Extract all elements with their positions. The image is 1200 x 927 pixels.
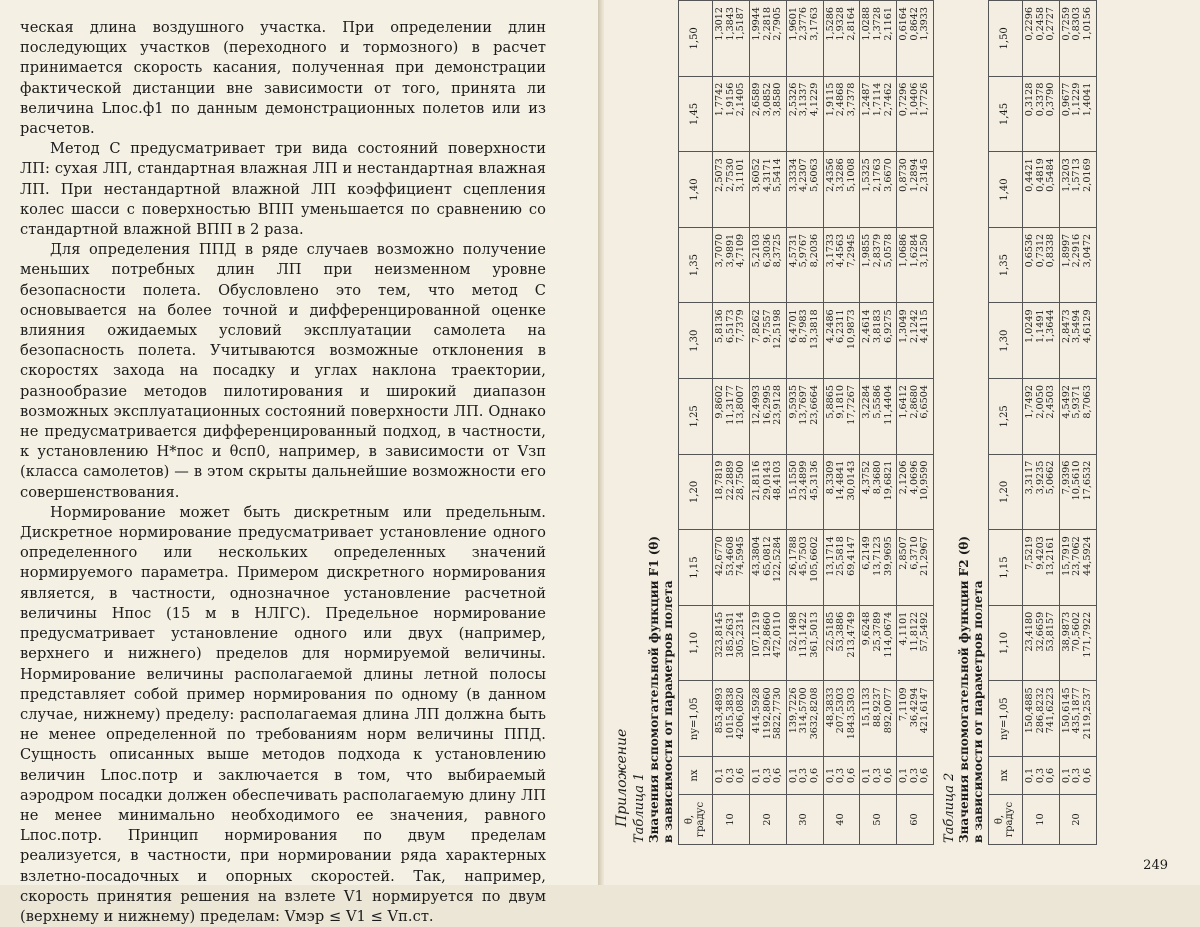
- value-cell: 7,8262 9,7557 12,5198: [749, 303, 786, 379]
- table1-row: [749, 1, 786, 845]
- value-cell: 0,6536 0,7312 0,8338: [1023, 227, 1060, 303]
- value-cell: 1,6412 2,8680 6,6504: [897, 379, 934, 455]
- value-cell: 42,6770 53,4608 74,5945: [713, 530, 750, 606]
- rotated-appendix: [604, 0, 1200, 855]
- value-cell: 5,8136 6,5173 7,7379: [713, 303, 750, 379]
- value-cell: 5,8865 9,1810 17,7267: [823, 379, 860, 455]
- table1-header-ny: 1,25: [679, 379, 713, 455]
- table1-header-ny: 1,20: [679, 454, 713, 530]
- value-cell: 1,3012 1,3843 1,5187: [713, 1, 750, 77]
- table1-header-ny: 1,10: [679, 605, 713, 681]
- table1-header-ny: 1,40: [679, 152, 713, 228]
- value-cell: 1,9115 2,4868 3,7378: [823, 76, 860, 152]
- value-cell: 15,7919 23,7062 44,5924: [1059, 530, 1096, 606]
- table2-header-ny: 1,20: [988, 454, 1022, 530]
- value-cell: 3,7070 3,9891 4,7109: [713, 227, 750, 303]
- value-cell: 1,9944 2,2818 2,7905: [749, 1, 786, 77]
- nx-cell: 0,1 0,3 0,6: [786, 757, 823, 795]
- theta-cell: 10: [713, 795, 750, 845]
- table2-header-ny: 1,10: [988, 605, 1022, 681]
- value-cell: 9,5935 13,7697 23,6664: [786, 379, 823, 455]
- theta-cell: 40: [823, 795, 860, 845]
- table1-row: [860, 1, 897, 845]
- value-cell: 23,4180 32,6659 53,8157: [1023, 605, 1060, 681]
- value-cell: 2,1206 4,0696 10,9590: [897, 454, 934, 530]
- table2-header-ny: 1,40: [988, 152, 1022, 228]
- theta-cell: 50: [860, 795, 897, 845]
- nx-cell: 0,1 0,3 0,6: [1059, 757, 1096, 795]
- value-cell: 13,1714 25,5818 69,4147: [823, 530, 860, 606]
- table1-header-nx: nx: [679, 757, 713, 795]
- table1-caption-line2: в зависимости от параметров полета: [661, 580, 675, 843]
- value-cell: 150,6145 435,1877 2119,2537: [1059, 681, 1096, 757]
- paragraph-2: Метод С предусматривает три вида состояний поверхности ЛП: сухая ЛП, стандартная влажная ЛП и нестандартная влажная ЛП. При нестандартной влажной ЛП коэффициент сцепления колес шасси с поверхностью ВПП уменьшается по сравнению со стандартной влажной ВПП в 2 раза.: [20, 140, 546, 239]
- value-cell: 7,1109 36,4294 421,6147: [897, 681, 934, 757]
- value-cell: 2,8473 3,5494 4,6129: [1059, 303, 1096, 379]
- table2-block: [941, 7, 1097, 845]
- table1-row: [897, 1, 934, 845]
- value-cell: 5,2103 6,3036 8,3725: [749, 227, 786, 303]
- table2-header-ny: 1,45: [988, 76, 1022, 152]
- table2-header-ny: 1,35: [988, 227, 1022, 303]
- value-cell: 4,1101 11,8122 57,5492: [897, 605, 934, 681]
- value-cell: 18,7819 22,2889 28,7500: [713, 454, 750, 530]
- page-number: 249: [1143, 858, 1168, 873]
- table1-header-ny: 1,50: [679, 1, 713, 77]
- value-cell: 1,9855 2,8379 5,0578: [860, 227, 897, 303]
- value-cell: 52,1498 113,1422 361,5013: [786, 605, 823, 681]
- value-cell: 139,7226 314,5700 3632,8208: [786, 681, 823, 757]
- value-cell: 414,5928 1192,8060 5822,7730: [749, 681, 786, 757]
- value-cell: 2,6589 3,0852 3,8580: [749, 76, 786, 152]
- table1-header-ny: 1,35: [679, 227, 713, 303]
- value-cell: 1,2487 1,7114 2,7462: [860, 76, 897, 152]
- value-cell: 9,8602 11,3177 13,8007: [713, 379, 750, 455]
- table1-caption: [647, 14, 675, 843]
- value-cell: 3,3117 3,9235 5,0662: [1023, 454, 1060, 530]
- table1-header-ny: 1,15: [679, 530, 713, 606]
- nx-cell: 0,1 0,3 0,6: [749, 757, 786, 795]
- value-cell: 8,3309 14,4841 30,0143: [823, 454, 860, 530]
- value-cell: 48,3833 207,5303 1843,5303: [823, 681, 860, 757]
- table2-header-ny: 1,50: [988, 1, 1022, 77]
- value-cell: 0,3128 0,3378 0,3790: [1023, 76, 1060, 152]
- value-cell: 7,9396 10,5610 17,6532: [1059, 454, 1096, 530]
- value-cell: 4,5731 5,9767 8,2036: [786, 227, 823, 303]
- value-cell: 3,2284 5,5586 11,4404: [860, 379, 897, 455]
- table2-row: [1059, 1, 1096, 845]
- value-cell: 21,8116 29,0143 48,4103: [749, 454, 786, 530]
- value-cell: 3,6052 4,3171 5,5414: [749, 152, 786, 228]
- value-cell: 1,5325 2,1763 3,6670: [860, 152, 897, 228]
- table2-header-nx: nx: [988, 757, 1022, 795]
- value-cell: 3,3334 4,2307 5,6063: [786, 152, 823, 228]
- value-cell: 7,5219 9,4203 13,2161: [1023, 530, 1060, 606]
- value-cell: 0,7259 0,8303 1,0156: [1059, 1, 1096, 77]
- table1-header-ny: 1,30: [679, 303, 713, 379]
- value-cell: 4,2486 6,2311 10,9873: [823, 303, 860, 379]
- table2-row: [1023, 1, 1060, 845]
- right-page: [604, 0, 1200, 885]
- value-cell: 12,4993 16,2995 23,9128: [749, 379, 786, 455]
- value-cell: 15,1133 88,9237 892,0077: [860, 681, 897, 757]
- value-cell: 3,1733 4,4563 7,2945: [823, 227, 860, 303]
- left-page: [0, 0, 598, 925]
- value-cell: 2,8507 6,3710 21,2967: [897, 530, 934, 606]
- value-cell: 6,2149 13,7123 39,9695: [860, 530, 897, 606]
- theta-cell: 20: [1059, 795, 1096, 845]
- value-cell: 0,2296 0,2458 0,2727: [1023, 1, 1060, 77]
- paragraph-4: Нормирование может быть дискретным или предельным. Дискретное нормирование предусматривает установление одного определенного или нескольких определенных значений нормируемого параметра. Примером дискретного нормирования является, в частности, однозначное установление расчетной величины Hпос (15 м в НЛГС). Предельное нормирование предусматривает установление одного или двух (например, верхнего и нижнего) пределов для нормируемой величины. Нормирование величины располагаемой длины летной полосы представляет собой пример нормирования по одному (в данном случае, нижнему) пределу: располагаемая длина ЛП должна быть не менее определенной по требованиям норм величины ППД. Сущность описанных выше методов подхода к установлению величин Lпос.потр и заключается в том, что выбираемый аэродром посадки должен обеспечивать располагаемую длину ЛП не менее минимально необходимого ее значения, равного Lпос.потр. Принцип нормирования по двум пределам реализуется, в частности, при нормировании ряда характерных взлетно-посадочных и опорных скоростей. Так, например, скорость принятия решения на взлете V1 нормируется по двум (верхнему и нижнему) пределам: Vмэр ≤ V1 ≤ Vп.ст.: [20, 503, 546, 925]
- value-cell: 1,3203 1,5713 2,0169: [1059, 152, 1096, 228]
- value-cell: 1,3049 2,1242 4,4115: [897, 303, 934, 379]
- table2-header-ny: 1,25: [988, 379, 1022, 455]
- value-cell: 26,1788 45,7503 105,6602: [786, 530, 823, 606]
- value-cell: 2,4356 3,3286 5,1008: [823, 152, 860, 228]
- value-cell: 2,5073 2,7530 3,1101: [713, 152, 750, 228]
- theta-cell: 60: [897, 795, 934, 845]
- table1-label: Таблица 1: [632, 772, 647, 843]
- value-cell: 1,7742 1,9156 2,1405: [713, 76, 750, 152]
- value-cell: 9,6248 25,3789 114,0674: [860, 605, 897, 681]
- value-cell: 0,6164 0,8642 1,3933: [897, 1, 934, 77]
- value-cell: 150,4885 286,8232 741,6223: [1023, 681, 1060, 757]
- table2: [988, 0, 1097, 845]
- table1-row: [823, 1, 860, 845]
- table1-row: [713, 1, 750, 845]
- value-cell: 0,9677 1,1229 1,4041: [1059, 76, 1096, 152]
- value-cell: 0,7296 1,0406 1,7726: [897, 76, 934, 152]
- table2-header-ny: ny=1,05: [988, 681, 1022, 757]
- value-cell: 2,5326 3,1337 4,1229: [786, 76, 823, 152]
- nx-cell: 0,1 0,3 0,6: [823, 757, 860, 795]
- nx-cell: 0,1 0,3 0,6: [860, 757, 897, 795]
- table2-label: Таблица 2: [941, 772, 957, 843]
- table2-caption-line2: в зависимости от параметров полета: [970, 580, 985, 843]
- paragraph-3: Для определения ППД в ряде случаев возможно получение меньших потребных длин ЛП при неизменном уровне безопасности полета. Обусловлено это тем, что метод С основывается на более точной и дифференцированной оценке влияния ожидаемых условий эксплуатации самолета на безопасность полета. Учитываются возможные отклонения в скоростях захода на посадку и углах наклона траектории, разнообразие методов пилотирования и широкий диапазон возможных эксплуатационных состояний поверхности ЛП. Однако не предусматривается дифференцированный подход, в частности, к установлению H*пос и θсп0, например, в зависимости от Vзп (класса самолетов) — в этом скрыты дальнейшие возможности его совершенствования.: [20, 241, 546, 501]
- table2-header-row: [988, 1, 1022, 845]
- value-cell: 0,4421 0,4819 0,5484: [1023, 152, 1060, 228]
- value-cell: 1,8997 2,2916 3,0472: [1059, 227, 1096, 303]
- theta-cell: 10: [1023, 795, 1060, 845]
- table1-header-ny: 1,45: [679, 76, 713, 152]
- table2-caption: [957, 14, 985, 843]
- table2-header-ny: 1,15: [988, 530, 1022, 606]
- value-cell: 1,5286 1,9328 2,8164: [823, 1, 860, 77]
- table2-caption-line1: Значения вспомогательной функции F2 (θ): [956, 535, 971, 843]
- theta-cell: 20: [749, 795, 786, 845]
- value-cell: 1,0686 1,6284 3,1250: [897, 227, 934, 303]
- value-cell: 1,7492 2,0050 2,4503: [1023, 379, 1060, 455]
- appendix-title: Приложение: [614, 728, 630, 827]
- value-cell: 38,9873 70,5602 171,7922: [1059, 605, 1096, 681]
- nx-cell: 0,1 0,3 0,6: [1023, 757, 1060, 795]
- value-cell: 323,8145 185,2631 305,2314: [713, 605, 750, 681]
- theta-cell: 30: [786, 795, 823, 845]
- table2-header-ny: 1,30: [988, 303, 1022, 379]
- value-cell: 1,0288 1,3728 2,1161: [860, 1, 897, 77]
- table1-caption-line1: Значения вспомогательной функции F1 (θ): [647, 535, 661, 843]
- value-cell: 4,5492 5,9371 8,7063: [1059, 379, 1096, 455]
- value-cell: 22,5185 53,3886 213,4749: [823, 605, 860, 681]
- table2-header-theta: θ, градус: [988, 795, 1022, 845]
- value-cell: 2,4614 3,8183 6,9275: [860, 303, 897, 379]
- paragraph-1: ческая длина воздушного участка. При определении длин последующих участков (переходного и тормозного) в расчет принимается скорость касания, полученная при демонстрации фактической дистанции вне зависимости от того, принята ли величина Lпос.ф1 по данным демонстрационных полетов или из расчетов.: [20, 19, 546, 138]
- value-cell: 6,4701 8,7983 13,3818: [786, 303, 823, 379]
- table1: [678, 0, 934, 845]
- table1-header-ny: ny=1,05: [679, 681, 713, 757]
- value-cell: 0,8730 1,2894 2,3145: [897, 152, 934, 228]
- table1-header-theta: θ, градус: [679, 795, 713, 845]
- value-cell: 1,0249 1,1491 1,3644: [1023, 303, 1060, 379]
- value-cell: 1,9601 2,3776 3,1763: [786, 1, 823, 77]
- table1-row: [786, 1, 823, 845]
- value-cell: 4,3752 8,3680 19,6821: [860, 454, 897, 530]
- table1-header-row: [679, 1, 713, 845]
- nx-cell: 0,1 0,3 0,6: [897, 757, 934, 795]
- value-cell: 853,4893 1015,3838 4206,0820: [713, 681, 750, 757]
- value-cell: 107,1219 129,8660 472,0110: [749, 605, 786, 681]
- value-cell: 43,3804 65,0812 122,5284: [749, 530, 786, 606]
- nx-cell: 0,1 0,3 0,6: [713, 757, 750, 795]
- value-cell: 15,1550 23,4899 45,3136: [786, 454, 823, 530]
